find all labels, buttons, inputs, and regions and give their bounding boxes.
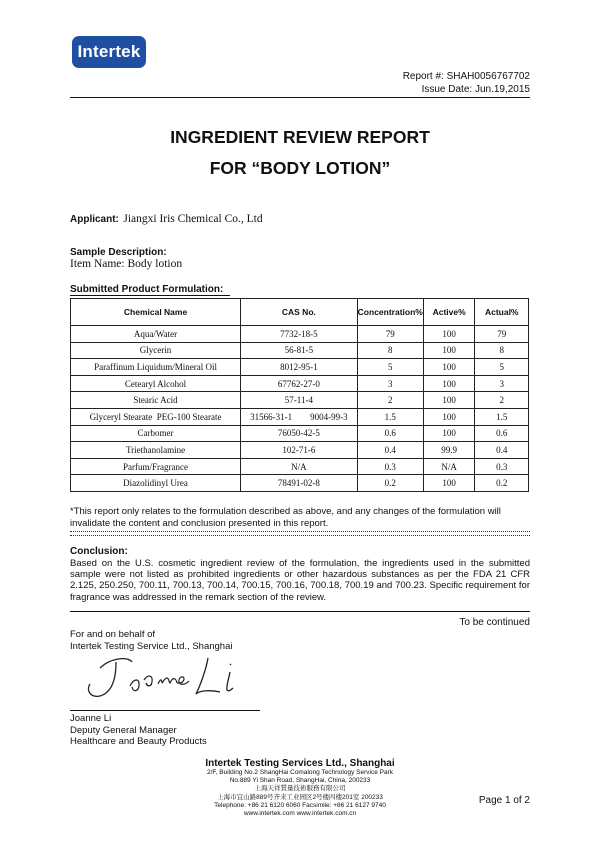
table-row bbox=[71, 392, 529, 409]
cell-chemical: Glycerin bbox=[71, 342, 241, 359]
col-cas-no: CAS No. bbox=[241, 299, 358, 326]
applicant-value: Jiangxi Iris Chemical Co., Ltd bbox=[123, 213, 263, 225]
cell-concentration: 0.4 bbox=[357, 442, 423, 459]
report-subtitle: FOR “BODY LOTION” bbox=[209, 158, 391, 178]
cell-cas: N/A bbox=[241, 458, 358, 475]
cell-concentration: 1.5 bbox=[357, 408, 423, 425]
cell-concentration: 0.2 bbox=[357, 475, 423, 492]
cell-active: N/A bbox=[423, 458, 475, 475]
cell-actual: 1.5 bbox=[475, 408, 529, 425]
header-divider bbox=[70, 97, 530, 98]
footer-address2: No.889 Yi Shan Road, ShangHai, China, 200233 bbox=[229, 777, 371, 785]
table-row bbox=[71, 408, 529, 425]
signer-role: Deputy General Manager bbox=[70, 724, 177, 736]
cell-chemical: Glyceryl Stearate PEG-100 Stearate bbox=[71, 408, 241, 425]
cell-actual: 79 bbox=[475, 326, 529, 343]
signoff-line2: Intertek Testing Service Ltd., Shanghai bbox=[70, 641, 233, 652]
table-row bbox=[71, 326, 529, 343]
col-concentration: Concentration% bbox=[357, 299, 423, 326]
table-row bbox=[71, 375, 529, 392]
footer-web: www.intertek.com www.intertek.com.cn bbox=[243, 810, 357, 818]
page-number: Page 1 of 2 bbox=[478, 795, 530, 806]
cell-actual: 8 bbox=[475, 342, 529, 359]
formulation-label: Submitted Product Formulation: bbox=[70, 284, 224, 295]
signer-dept: Healthcare and Beauty Products bbox=[70, 736, 207, 747]
cell-cas: 67762-27-0 bbox=[241, 375, 358, 392]
table-row bbox=[71, 342, 529, 359]
cell-active: 99.9 bbox=[423, 442, 475, 459]
cell-active: 100 bbox=[423, 475, 475, 492]
cell-actual: 2 bbox=[475, 392, 529, 409]
signer-name: Joanne Li bbox=[70, 713, 112, 724]
sample-description-label: Sample Description: bbox=[70, 247, 167, 258]
cell-chemical: Cetearyl Alcohol bbox=[71, 375, 241, 392]
to-be-continued: To be continued bbox=[459, 617, 530, 628]
cell-actual: 0.2 bbox=[475, 475, 529, 492]
col-actual: Actual% bbox=[475, 299, 529, 326]
cell-active: 100 bbox=[423, 425, 475, 442]
table-header-row bbox=[71, 299, 529, 326]
item-name: Item Name: Body lotion bbox=[70, 258, 183, 270]
table-row bbox=[71, 475, 529, 492]
cell-cas: 56-81-5 bbox=[241, 342, 358, 359]
dotted-divider bbox=[70, 531, 530, 536]
table-row bbox=[71, 359, 529, 376]
cell-actual: 3 bbox=[475, 375, 529, 392]
cell-concentration: 3 bbox=[357, 375, 423, 392]
footer-cn-address: 上海市宜山路889号齐来工业园区2号楼四楼201室 200233 bbox=[217, 793, 383, 801]
cell-actual: 0.6 bbox=[475, 425, 529, 442]
col-active: Active% bbox=[423, 299, 475, 326]
footer-cn-name: 上海天祥質量技術服務有限公司 bbox=[254, 785, 346, 793]
signer-block bbox=[70, 713, 207, 748]
cell-concentration: 8 bbox=[357, 342, 423, 359]
applicant-label: Applicant: bbox=[70, 214, 119, 225]
cell-concentration: 5 bbox=[357, 359, 423, 376]
cell-actual: 0.4 bbox=[475, 442, 529, 459]
table-row bbox=[71, 425, 529, 442]
cell-cas: 78491-02-8 bbox=[241, 475, 358, 492]
footer-address: 2/F, Building No.2 ShangHai Comalong Technology Service Park bbox=[207, 769, 393, 776]
table-row bbox=[71, 442, 529, 459]
handwritten-signature bbox=[70, 650, 270, 710]
cell-active: 100 bbox=[423, 392, 475, 409]
table-row bbox=[71, 458, 529, 475]
cell-concentration: 79 bbox=[357, 326, 423, 343]
cell-chemical: Stearic Acid bbox=[71, 392, 241, 409]
cell-chemical: Paraffinum Liquidum/Mineral Oil bbox=[71, 359, 241, 376]
intertek-logo: Intertek bbox=[72, 36, 146, 68]
cell-active: 100 bbox=[423, 375, 475, 392]
cell-actual: 5 bbox=[475, 359, 529, 376]
cell-chemical: Aqua/Water bbox=[71, 326, 241, 343]
formulation-table bbox=[70, 298, 529, 492]
issue-date: Issue Date: Jun.19,2015 bbox=[421, 84, 530, 95]
conclusion-label: Conclusion: bbox=[70, 546, 128, 557]
formulation-note: *This report only relates to the formulation described as above, and any changes of the formulation will invalidate the content and conclusion presented in this report. bbox=[70, 506, 501, 529]
cell-actual: 0.3 bbox=[475, 458, 529, 475]
cell-concentration: 2 bbox=[357, 392, 423, 409]
cell-active: 100 bbox=[423, 408, 475, 425]
report-title: INGREDIENT REVIEW REPORT bbox=[170, 127, 430, 147]
footer-company: Intertek Testing Services Ltd., Shanghai bbox=[205, 758, 395, 769]
signoff-line1: For and on behalf of bbox=[70, 629, 156, 640]
cell-cas: 57-11-4 bbox=[241, 392, 358, 409]
cell-active: 100 bbox=[423, 359, 475, 376]
conclusion-divider bbox=[70, 611, 530, 612]
footer bbox=[0, 758, 600, 818]
cell-cas: 7732-18-5 bbox=[241, 326, 358, 343]
cell-cas: 102-71-6 bbox=[241, 442, 358, 459]
cell-cas: 76050-42-5 bbox=[241, 425, 358, 442]
cell-concentration: 0.3 bbox=[357, 458, 423, 475]
cell-chemical: Carbomer bbox=[71, 425, 241, 442]
cell-chemical: Triethanolamine bbox=[71, 442, 241, 459]
report-number: Report #: SHAH0056767702 bbox=[402, 71, 530, 82]
cell-active: 100 bbox=[423, 326, 475, 343]
col-chemical-name: Chemical Name bbox=[71, 299, 241, 326]
signature-line bbox=[70, 710, 260, 711]
cell-concentration: 0.6 bbox=[357, 425, 423, 442]
cell-cas: 8012-95-1 bbox=[241, 359, 358, 376]
cell-chemical: Parfum/Fragrance bbox=[71, 458, 241, 475]
conclusion-text: Based on the U.S. cosmetic ingredient review of the formulation, the ingredients used in the submitted sample were not listed as prohibited ingredients or other hazardous substances as per the FDA 21 CFR 2.125, 250.250, 700.11, 700.13, 700.14, 700.15, 700.16, 700.18, 700.19 and 700.23. Specific requirement for fragrance was addressed in the remark section of the review. bbox=[70, 558, 530, 603]
applicant-line bbox=[70, 209, 263, 227]
cell-cas: 31566-31-1 9004-99-3 bbox=[241, 408, 358, 425]
formulation-underline bbox=[70, 295, 230, 296]
report-meta bbox=[403, 70, 530, 96]
footer-phone: Telephone: +86 21 6120 6060 Facsimile: +86 21 6127 9740 bbox=[214, 801, 386, 809]
cell-chemical: Diazolidinyl Urea bbox=[71, 475, 241, 492]
cell-active: 100 bbox=[423, 342, 475, 359]
